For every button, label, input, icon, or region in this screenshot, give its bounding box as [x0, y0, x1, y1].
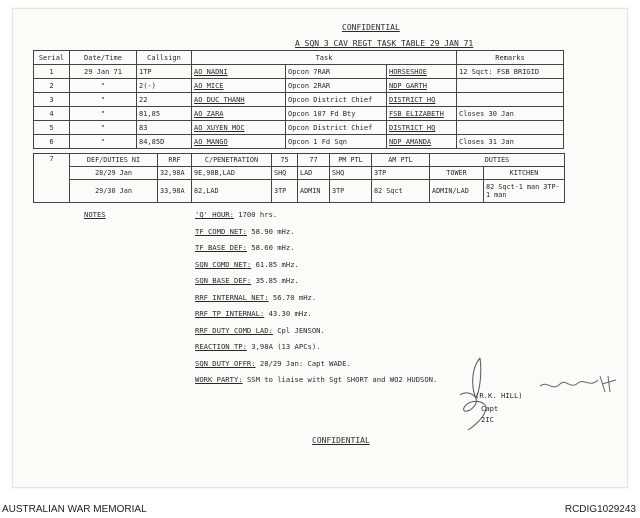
location-cell: NDP GARTH	[387, 79, 457, 93]
cell-77: LAD	[298, 167, 330, 180]
penetration-cell: 9E,98B,LAD	[192, 167, 272, 180]
table-row	[34, 167, 565, 180]
column-header-pm-ptl: PM PTL	[330, 154, 372, 167]
note-value: 58.60 mHz.	[251, 243, 295, 252]
column-header-date-time: Date/Time	[70, 51, 137, 65]
table-row	[34, 79, 564, 93]
date-cell: "	[70, 121, 137, 135]
column-header-task: Task	[192, 51, 457, 65]
am-ptl-cell: 3TP	[372, 167, 430, 180]
callsign-cell: 84,85D	[137, 135, 192, 149]
duty-date-cell: 28/29 Jan	[70, 167, 158, 180]
note-key: RRF DUTY COMD LAD:	[195, 325, 273, 335]
location-cell: DISTRICT HQ	[387, 93, 457, 107]
list-item	[195, 375, 437, 392]
rrf-cell: 32,98A	[158, 167, 192, 180]
column-header-tower: TOWER	[430, 167, 484, 180]
note-key: RRF TP INTERNAL:	[195, 309, 265, 318]
classification-bottom: CONFIDENTIAL	[312, 436, 370, 445]
note-value: 61.85 mHz.	[255, 259, 299, 269]
note-value: 3,98A (13 APCs).	[251, 342, 321, 351]
location-cell: NDP AMANDA	[387, 135, 457, 149]
column-header-77: 77	[298, 154, 330, 167]
task-cell: Opcon 7RAR	[286, 65, 387, 79]
column-header-rrf: RRF	[158, 154, 192, 167]
remarks-cell	[457, 93, 564, 107]
column-header-am-ptl: AM PTL	[372, 154, 430, 167]
archive-reference: RCDIG1029243	[564, 504, 636, 515]
list-item	[195, 293, 437, 310]
penetration-cell: 82,LAD	[192, 180, 272, 203]
note-value: 35.85 mHz.	[255, 276, 299, 285]
serial-cell: 1	[34, 65, 70, 79]
note-key: 'Q' HOUR:	[195, 210, 234, 219]
serial-cell: 7	[34, 154, 70, 203]
note-value: Cpl JENSON.	[277, 325, 325, 335]
ao-cell: AO XUYEN MOC	[192, 121, 286, 135]
note-value: 1700 hrs.	[238, 210, 278, 219]
notes-list	[195, 210, 437, 392]
table-row	[34, 135, 564, 149]
remarks-cell: Closes 31 Jan	[457, 135, 564, 149]
column-header-75: 75	[272, 154, 298, 167]
note-value: 43.30 mHz.	[268, 309, 312, 318]
serial-cell: 4	[34, 107, 70, 121]
location-cell: HORSESHOE	[387, 65, 457, 79]
note-value: 56.70 mHz.	[272, 292, 317, 302]
column-header-remarks: Remarks	[457, 51, 564, 65]
date-cell: 29 Jan 71	[70, 65, 137, 79]
table-row	[34, 65, 564, 79]
duty-table-header-row	[34, 154, 565, 167]
signatory-rank: Capt	[481, 404, 499, 413]
note-key: RRF INTERNAL NET:	[195, 292, 269, 302]
callsign-cell: 22	[137, 93, 192, 107]
ao-cell: AO MICE	[192, 79, 286, 93]
list-item	[195, 359, 437, 376]
pm-ptl-cell: 3TP	[330, 180, 372, 203]
column-header-def-duties: DEF/DUTIES NI	[70, 154, 158, 167]
list-item	[195, 342, 437, 359]
column-header-callsign: Callsign	[137, 51, 192, 65]
task-table	[33, 50, 564, 149]
note-value: 58.90 mHz.	[251, 226, 295, 236]
kitchen-cell: 82 Sqct-1 man 3TP-1 man	[484, 180, 565, 203]
cell-75: 3TP	[272, 180, 298, 203]
list-item	[195, 210, 437, 227]
note-key: REACTION TP:	[195, 342, 247, 351]
classification-top: CONFIDENTIAL	[342, 23, 400, 32]
note-key: TF COMD NET:	[195, 226, 247, 236]
date-cell: "	[70, 79, 137, 93]
serial-cell: 6	[34, 135, 70, 149]
list-item	[195, 326, 437, 343]
serial-cell: 3	[34, 93, 70, 107]
task-cell: Opcon District Chief	[286, 93, 387, 107]
note-value: SSM to liaise with Sgt SHORT and WO2 HUDSON.	[246, 375, 438, 384]
archive-credit: AUSTRALIAN WAR MEMORIAL	[2, 504, 147, 515]
handwritten-signature	[440, 350, 630, 440]
duty-date-cell: 29/30 Jan	[70, 180, 158, 203]
duty-table	[33, 153, 565, 203]
cell-77: ADMIN	[298, 180, 330, 203]
callsign-cell: 2(-)	[137, 79, 192, 93]
ao-cell: AO MANGO	[192, 135, 286, 149]
note-value: 28/29 Jan: Capt WADE.	[259, 358, 351, 368]
callsign-cell: 83	[137, 121, 192, 135]
remarks-cell: 12 Sqct: FSB BRIGID	[457, 65, 564, 79]
callsign-cell: 81,85	[137, 107, 192, 121]
table-row	[34, 107, 564, 121]
serial-cell: 2	[34, 79, 70, 93]
date-cell: "	[70, 107, 137, 121]
callsign-cell: 1TP	[137, 65, 192, 79]
ao-cell: AO DUC THANH	[192, 93, 286, 107]
tower-cell: ADMIN/LAD	[430, 180, 484, 203]
column-header-duties: DUTIES	[430, 154, 565, 167]
rrf-cell: 33,98A	[158, 180, 192, 203]
task-table-header-row	[34, 51, 564, 65]
list-item	[195, 260, 437, 277]
remarks-cell	[457, 121, 564, 135]
list-item	[195, 243, 437, 260]
task-cell: Opcon District Chief	[286, 121, 387, 135]
remarks-cell	[457, 79, 564, 93]
list-item	[195, 276, 437, 293]
note-key: SQN DUTY OFFR:	[195, 358, 256, 368]
table-row	[34, 180, 565, 203]
table-row	[34, 93, 564, 107]
note-key: SQN BASE DEF:	[195, 276, 252, 285]
cell-75: SHQ	[272, 167, 298, 180]
notes-label: NOTES	[84, 210, 106, 219]
note-key: TF BASE DEF:	[195, 243, 247, 252]
list-item	[195, 227, 437, 244]
location-cell: DISTRICT HQ	[387, 121, 457, 135]
signatory-name: (R.K. HILL)	[475, 391, 523, 400]
document-title: A SQN 3 CAV REGT TASK TABLE 29 JAN 71	[295, 39, 474, 48]
column-header-penetration: C/PENETRATION	[192, 154, 272, 167]
location-cell: FSB ELIZABETH	[387, 107, 457, 121]
task-cell: Opcon 2RAR	[286, 79, 387, 93]
serial-cell: 5	[34, 121, 70, 135]
column-header-serial: Serial	[34, 51, 70, 65]
am-ptl-cell: 82 Sqct	[372, 180, 430, 203]
task-cell: Opcon 107 Fd Bty	[286, 107, 387, 121]
table-row	[34, 121, 564, 135]
note-key: WORK PARTY:	[195, 375, 243, 384]
date-cell: "	[70, 135, 137, 149]
column-header-kitchen: KITCHEN	[484, 167, 565, 180]
ao-cell: AO NADNI	[192, 65, 286, 79]
date-cell: "	[70, 93, 137, 107]
signatory-appointment: 2IC	[481, 415, 494, 424]
pm-ptl-cell: SHQ	[330, 167, 372, 180]
list-item	[195, 309, 437, 326]
note-key: SQN COMD NET:	[195, 259, 252, 269]
ao-cell: AO ZARA	[192, 107, 286, 121]
task-cell: Opcon 1 Fd Sqn	[286, 135, 387, 149]
remarks-cell: Closes 30 Jan	[457, 107, 564, 121]
